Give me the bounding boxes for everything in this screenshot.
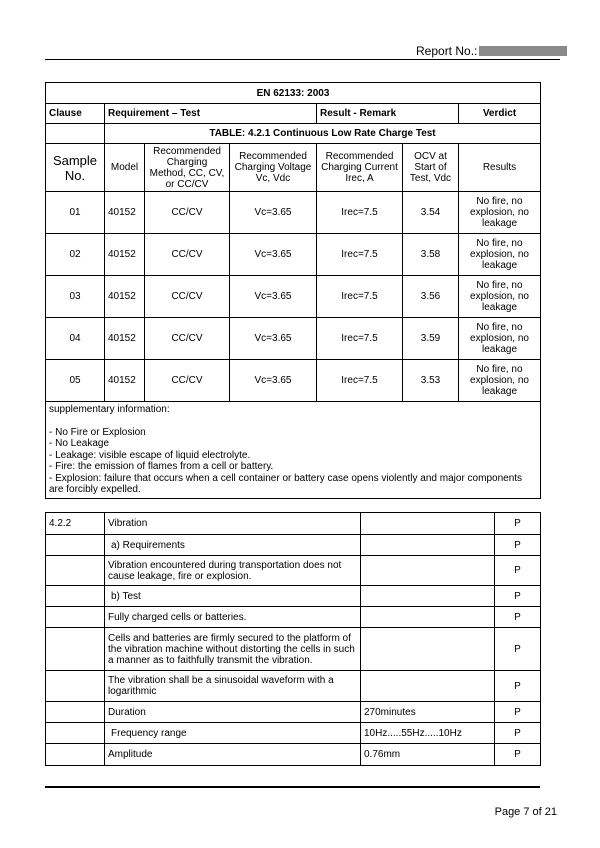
verdict-cell: P: [495, 723, 541, 744]
clause-header: Clause: [46, 104, 105, 124]
table-row: [46, 586, 541, 607]
table-row: [46, 535, 541, 556]
supplementary-line: - Explosion: failure that occurs when a cell container or battery case opens violently and major components are forcibly expelled.: [49, 472, 523, 495]
verdict-cell: P: [495, 628, 541, 671]
standard-title: EN 62133: 2003: [46, 83, 541, 104]
clause-cell: 4.2.2: [46, 513, 105, 535]
method-cell: CC/CV: [145, 360, 230, 402]
verdict-cell: P: [495, 671, 541, 702]
current-cell: Irec=7.5: [317, 192, 403, 234]
charge-test-table: [45, 82, 541, 499]
page-number: Page 7 of 21: [494, 806, 557, 818]
voltage-cell: Vc=3.65: [230, 318, 317, 360]
supplementary-line: - Leakage: visible escape of liquid electrolyte.: [49, 449, 251, 461]
table-row: [46, 671, 541, 702]
requirement-cell: Vibration: [105, 513, 361, 535]
result-cell: No fire, no explosion, no leakage: [459, 192, 541, 234]
sample-cell: 05: [46, 360, 105, 402]
result-cell: [361, 556, 495, 586]
method-cell: CC/CV: [145, 192, 230, 234]
ocv-cell: 3.53: [403, 360, 459, 402]
clause-cell: [46, 535, 105, 556]
table-row: [46, 702, 541, 723]
model-header: Model: [105, 144, 145, 192]
result-cell: [361, 513, 495, 535]
current-cell: Irec=7.5: [317, 234, 403, 276]
voltage-cell: Vc=3.65: [230, 360, 317, 402]
vibration-table: [45, 512, 541, 766]
supplementary-title: supplementary information:: [49, 404, 170, 415]
clause-cell: [46, 702, 105, 723]
ocv-header: OCV at Start of Test, Vdc: [403, 144, 459, 192]
report-number-label: Report No.:: [416, 44, 478, 58]
clause-cell: [46, 671, 105, 702]
result-cell: [361, 671, 495, 702]
ocv-cell: 3.59: [403, 318, 459, 360]
table-row: [46, 234, 541, 276]
current-cell: Irec=7.5: [317, 276, 403, 318]
sample-cell: 02: [46, 234, 105, 276]
result-cell: No fire, no explosion, no leakage: [459, 276, 541, 318]
ocv-cell: 3.58: [403, 234, 459, 276]
verdict-cell: P: [495, 535, 541, 556]
result-cell: [361, 586, 495, 607]
redacted-report-number: [479, 46, 567, 56]
clause-cell: [46, 556, 105, 586]
requirement-cell: Vibration encountered during transportation does not cause leakage, fire or explosion.: [105, 556, 361, 586]
table-row: [46, 607, 541, 628]
table-row: [46, 628, 541, 671]
requirement-header: Requirement – Test: [105, 104, 317, 124]
supplementary-info: [46, 402, 541, 499]
table-row: [46, 318, 541, 360]
header-rule: [45, 59, 560, 60]
model-cell: 40152: [105, 192, 145, 234]
model-cell: 40152: [105, 234, 145, 276]
result-cell: 270minutes: [361, 702, 495, 723]
verdict-cell: P: [495, 586, 541, 607]
requirement-cell: Cells and batteries are firmly secured to the platform of the vibration machine without distorting the cells in such a manner as to faithfully transmit the vibration.: [105, 628, 361, 671]
table-row: [46, 723, 541, 744]
supplementary-line: - No Fire or Explosion: [49, 426, 146, 438]
table-row: [46, 192, 541, 234]
table-row: [46, 744, 541, 766]
clause-cell: [46, 744, 105, 766]
requirement-cell: a) Requirements: [105, 535, 361, 556]
current-cell: Irec=7.5: [317, 318, 403, 360]
sample-cell: 01: [46, 192, 105, 234]
voltage-cell: Vc=3.65: [230, 192, 317, 234]
supplementary-line: - No Leakage: [49, 438, 110, 449]
requirement-cell: Frequency range: [105, 723, 361, 744]
method-cell: CC/CV: [145, 318, 230, 360]
verdict-cell: P: [495, 607, 541, 628]
sample-no-header: Sample No.: [46, 144, 105, 192]
ocv-cell: 3.54: [403, 192, 459, 234]
result-cell: No fire, no explosion, no leakage: [459, 234, 541, 276]
requirement-cell: The vibration shall be a sinusoidal waveform with a logarithmic: [105, 671, 361, 702]
verdict-cell: P: [495, 702, 541, 723]
current-header: Recommended Charging Current Irec, A: [317, 144, 403, 192]
supplementary-line: - Fire: the emission of flames from a cell or battery.: [49, 461, 274, 472]
table-row: [46, 513, 541, 535]
table-title: TABLE: 4.2.1 Continuous Low Rate Charge Test: [105, 124, 541, 144]
voltage-cell: Vc=3.65: [230, 234, 317, 276]
table-row: [46, 276, 541, 318]
result-cell: 0.76mm: [361, 744, 495, 766]
verdict-header: Verdict: [459, 104, 541, 124]
clause-cell: [46, 586, 105, 607]
result-cell: No fire, no explosion, no leakage: [459, 360, 541, 402]
clause-cell: [46, 628, 105, 671]
requirement-cell: b) Test: [105, 586, 361, 607]
requirement-cell: Amplitude: [105, 744, 361, 766]
result-cell: [361, 535, 495, 556]
result-cell: 10Hz.....55Hz.....10Hz: [361, 723, 495, 744]
voltage-cell: Vc=3.65: [230, 276, 317, 318]
clause-cell: [46, 723, 105, 744]
model-cell: 40152: [105, 360, 145, 402]
clause-cell: [46, 607, 105, 628]
result-cell: [361, 628, 495, 671]
voltage-header: Recommended Charging Voltage Vc, Vdc: [230, 144, 317, 192]
results-header: Results: [459, 144, 541, 192]
model-cell: 40152: [105, 318, 145, 360]
sample-cell: 03: [46, 276, 105, 318]
model-cell: 40152: [105, 276, 145, 318]
verdict-cell: P: [495, 744, 541, 766]
method-header: Recommended Charging Method, CC, CV, or CC/CV: [145, 144, 230, 192]
method-cell: CC/CV: [145, 234, 230, 276]
ocv-cell: 3.56: [403, 276, 459, 318]
result-cell: No fire, no explosion, no leakage: [459, 318, 541, 360]
verdict-cell: P: [495, 556, 541, 586]
sample-cell: 04: [46, 318, 105, 360]
table-row: [46, 360, 541, 402]
result-header: Result - Remark: [317, 104, 459, 124]
result-cell: [361, 607, 495, 628]
blank-cell: [46, 124, 105, 144]
requirement-cell: Fully charged cells or batteries.: [105, 607, 361, 628]
requirement-cell: Duration: [105, 702, 361, 723]
method-cell: CC/CV: [145, 276, 230, 318]
report-number: [416, 44, 567, 58]
current-cell: Irec=7.5: [317, 360, 403, 402]
verdict-cell: P: [495, 513, 541, 535]
table-row: [46, 556, 541, 586]
footer-rule: [45, 786, 540, 788]
